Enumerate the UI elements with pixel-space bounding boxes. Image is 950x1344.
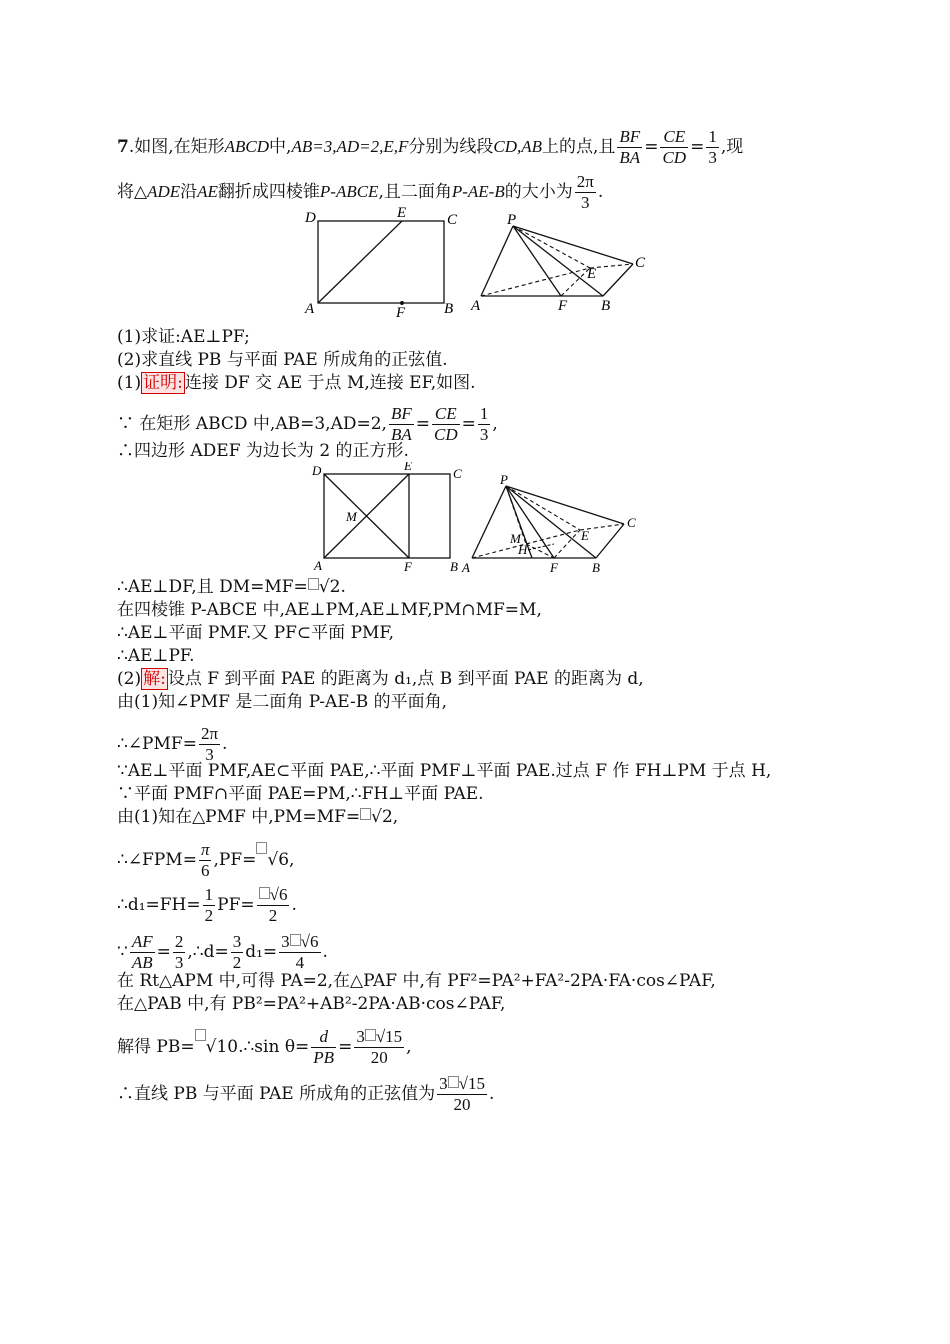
part-label: (2) xyxy=(117,669,142,689)
fraction: $\frac{CE}{CD}$ xyxy=(662,127,687,167)
problem-text: ADE xyxy=(147,182,181,201)
fraction: $\frac{2\pi}{3}$ xyxy=(576,172,594,212)
fraction: $\frac{3 √15}{20}$ xyxy=(439,1074,485,1114)
label-C: C xyxy=(627,515,636,530)
problem-number: 7 xyxy=(117,137,129,157)
label-H: H xyxy=(518,542,528,557)
solution-line: ∴∠FPM= $\frac{\pi}{6}$ ,PF= √6, xyxy=(117,840,295,880)
solution-line: ∴四边形 ADEF 为边长为 2 的正方形. xyxy=(117,441,409,461)
problem-text: P-ABCE xyxy=(319,182,379,201)
label-A: A xyxy=(305,301,315,317)
label-B: B xyxy=(450,559,458,574)
label-A: A xyxy=(462,560,470,575)
problem-text: 分别为线段 xyxy=(408,137,494,157)
solution-line: ∵AE⊥平面 PMF,AE⊂平面 PAE,∴平面 PMF⊥平面 PAE.过点 F 作 FH⊥PM 于点 H, xyxy=(117,761,772,781)
fraction: $\frac{3 √6}{4}$ xyxy=(281,932,319,972)
solution-tag: 解: xyxy=(143,669,166,689)
fraction: $\frac{3 √15}{20}$ xyxy=(356,1027,403,1067)
label-C: C xyxy=(635,255,646,271)
label-M: M xyxy=(510,531,521,546)
question-1: (1)求证:AE⊥PF; xyxy=(117,327,250,347)
solution-line: 在 Rt△APM 中,可得 PA=2,在△PAF 中,有 PF²=PA²+FA²-2PA·FA·cos∠PAF, xyxy=(117,971,716,991)
label-A: A xyxy=(471,298,481,314)
label-D: D xyxy=(312,463,322,478)
fraction: $\frac{3}{2}$ xyxy=(232,932,242,972)
solution-line: ∴∠PMF= $\frac{2\pi}{3}$ . xyxy=(117,724,228,764)
solution-line: ∵平面 PMF∩平面 PAE=PM,∴FH⊥平面 PAE. xyxy=(117,784,484,804)
fraction: $\frac{1}{2}$ xyxy=(204,885,214,925)
solution-line: ∴AE⊥PF. xyxy=(117,646,195,666)
solution-text: 连接 DF 交 AE 于点 M,连接 EF,如图. xyxy=(184,373,476,393)
label-E: E xyxy=(587,266,597,282)
label-A: A xyxy=(314,558,322,573)
figure-pyramid-2 xyxy=(458,472,648,576)
solution-line: 解得 PB= √10.∴sin θ= $\frac{d}{PB}$ = $\frac{3 √15}{20}$ , xyxy=(117,1027,412,1067)
problem-text: 中, xyxy=(269,137,292,157)
question-2: (2)求直线 PB 与平面 PAE 所成角的正弦值. xyxy=(117,350,448,370)
solution-line: 在△PAB 中,有 PB²=PA²+AB²-2PA·AB·cos∠PAF, xyxy=(117,994,506,1014)
sqrt-symbol xyxy=(360,808,371,820)
label-F: F xyxy=(404,559,412,574)
part-label: (1) xyxy=(117,373,142,393)
fraction: $\frac{BF}{BA}$ xyxy=(390,404,412,444)
label-F: F xyxy=(558,298,568,314)
solution-line: (2) 解: 设点 F 到平面 PAE 的距离为 d₁,点 B 到平面 PAE 的距离为 d, xyxy=(117,669,644,689)
label-F: F xyxy=(396,305,406,317)
solution-line xyxy=(117,372,476,394)
label-D: D xyxy=(305,210,316,226)
problem-line-1: 7.如图,在矩形ABCD中,AB=3,AD=2,E,F分别为线段CD,AB上的点,且 $\frac{BF}{BA}$ = $\frac{CE}{CD}$ = $\frac{1}{3}$ ,现 xyxy=(117,127,744,167)
label-B: B xyxy=(592,560,600,575)
fraction: $\frac{CE}{CD}$ xyxy=(433,404,458,444)
proof-tag: 证明: xyxy=(143,373,183,393)
solution-line: ∵ 在矩形 ABCD 中,AB=3,AD=2, $\frac{BF}{BA}$ = $\frac{CE}{CD}$ = $\frac{1}{3}$ , xyxy=(117,404,498,444)
label-B: B xyxy=(444,301,454,317)
solution-line: 由(1)知∠PMF 是二面角 P-AE-B 的平面角, xyxy=(117,692,448,712)
fraction: $\frac{d}{PB}$ xyxy=(313,1027,335,1067)
problem-text: 翻折成四棱锥 xyxy=(217,182,320,202)
fraction: $\frac{1}{3}$ xyxy=(708,127,717,167)
label-P: P xyxy=(507,212,517,228)
solution-line: ∴AE⊥平面 PMF.又 PF⊂平面 PMF, xyxy=(117,623,394,643)
solution-line: 由(1)知在△PMF 中,PM=MF= √2, xyxy=(117,807,399,827)
solution-line: 在四棱锥 P-ABCE 中,AE⊥PM,AE⊥MF,PM∩MF=M, xyxy=(117,600,542,620)
problem-text: AE xyxy=(197,182,218,201)
label-E: E xyxy=(397,205,407,221)
fraction: $\frac{\pi}{6}$ xyxy=(200,840,210,880)
problem-text: 沿 xyxy=(180,182,198,202)
problem-text: 上的点,且 xyxy=(542,137,616,157)
problem-text: ,现 xyxy=(720,137,744,157)
problem-line-2: 将△ADE沿AE翻折成四棱锥P-ABCE,且二面角P-AE-B的大小为 $\frac{2\pi}{3}$ . xyxy=(117,172,604,212)
label-E: E xyxy=(404,462,412,473)
label-C: C xyxy=(453,466,462,481)
fraction: $\frac{2\pi}{3}$ xyxy=(200,724,219,764)
label-M: M xyxy=(346,509,357,524)
fraction: $\frac{AF}{AB}$ xyxy=(131,932,153,972)
sqrt-symbol xyxy=(256,842,267,854)
sqrt-symbol xyxy=(308,578,319,590)
problem-text: ABCD xyxy=(224,137,270,156)
label-B: B xyxy=(601,298,611,314)
figure-rectangle-1 xyxy=(300,205,470,317)
solution-line: ∴AE⊥DF,且 DM=MF= √2. xyxy=(117,577,346,597)
problem-text: CD,AB xyxy=(493,137,542,156)
sqrt-symbol xyxy=(195,1029,206,1041)
label-E: E xyxy=(581,528,589,543)
problem-text: AB=3,AD=2,E,F xyxy=(291,137,409,156)
solution-line: ∴d₁=FH= $\frac{1}{2}$ PF= $\frac{√6}{2}$ . xyxy=(117,885,297,925)
label-P: P xyxy=(500,472,508,487)
label-F: F xyxy=(550,560,558,575)
figure-rectangle-2 xyxy=(308,462,468,574)
label-C: C xyxy=(447,212,458,228)
problem-text: 将△ xyxy=(117,182,148,202)
fraction: $\frac{2}{3}$ xyxy=(174,932,184,972)
figure-pyramid-1 xyxy=(465,210,655,315)
problem-text: .如图,在矩形 xyxy=(128,137,225,157)
fraction: $\frac{BF}{BA}$ xyxy=(619,127,641,167)
solution-line: ∵ $\frac{AF}{AB}$ = $\frac{2}{3}$ ,∴d= $\frac{3}{2}$ d₁= $\frac{3 √6}{4}$ . xyxy=(117,932,328,972)
problem-text: ,且二面角 xyxy=(378,182,452,202)
problem-text: P-AE-B xyxy=(451,182,505,201)
solution-line: ∴直线 PB 与平面 PAE 所成角的正弦值为 $\frac{3 √15}{20}$ . xyxy=(117,1074,495,1114)
fraction: $\frac{1}{3}$ xyxy=(479,404,489,444)
problem-text: 的大小为 xyxy=(504,182,573,202)
fraction: $\frac{√6}{2}$ xyxy=(257,885,290,926)
